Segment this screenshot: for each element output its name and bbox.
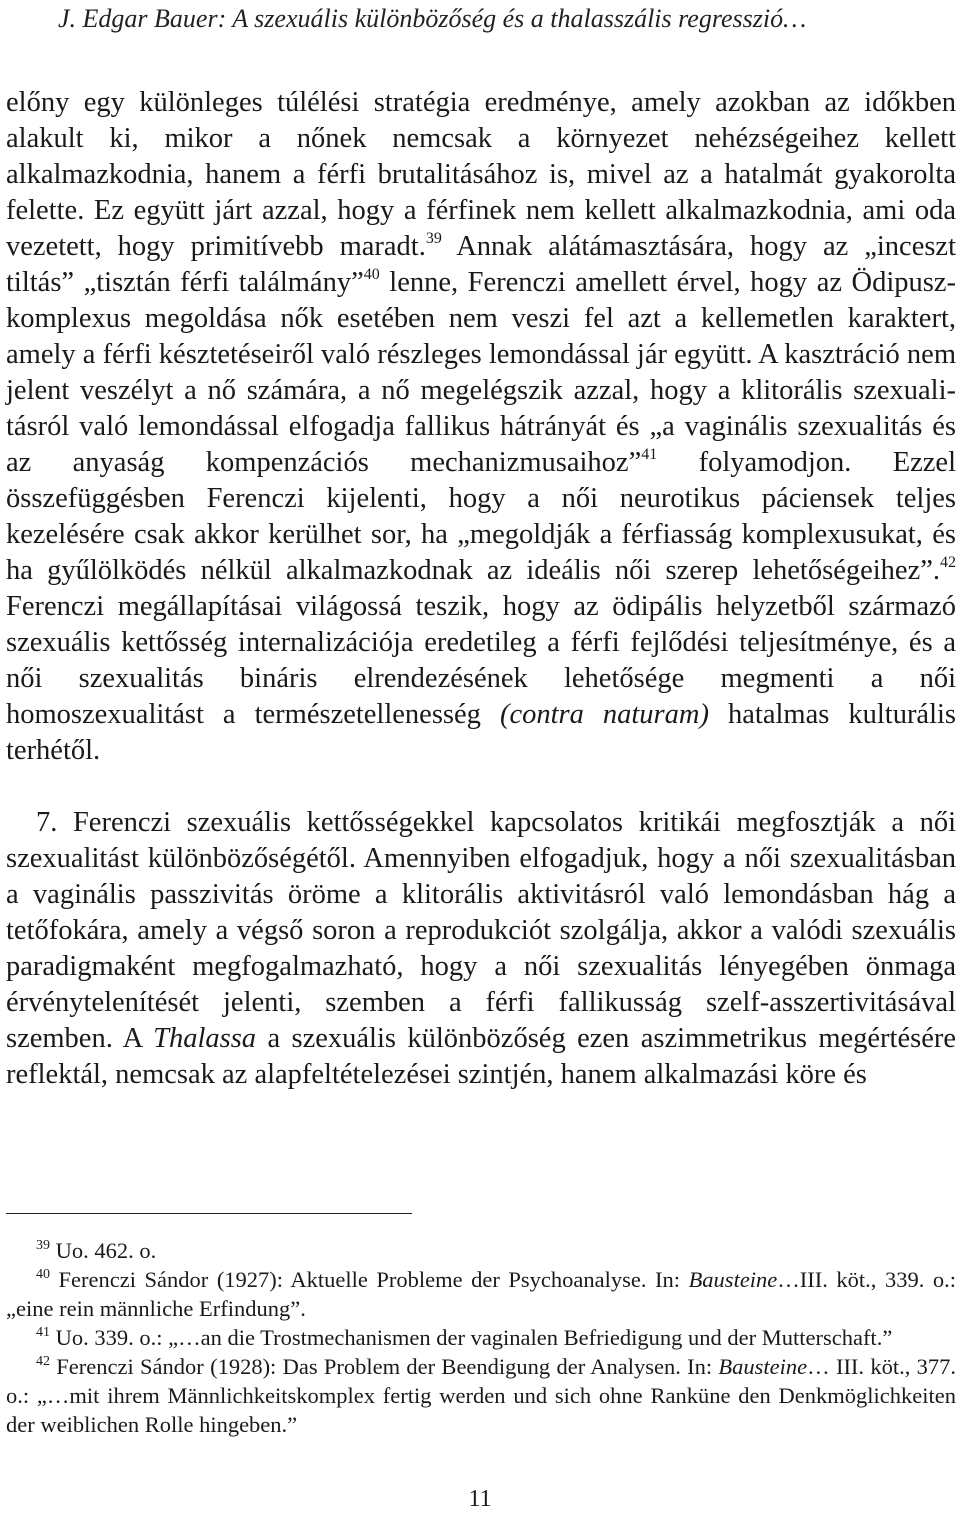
footnote-number: 40 <box>36 1267 50 1282</box>
italic-text: Thalassa <box>153 1023 257 1054</box>
text-run: a szexuális különbözőség ezen aszimmetrikus megértésére reflektál, nemcsak az alapfeltételezései szintjén, hanem alkalmazási köre és <box>6 1023 956 1090</box>
text-run: Uo. 339. o.: „…an die Trostmechanismen der vaginalen Befriedigung und der Mutterschaft.” <box>55 1325 893 1350</box>
text-run: folyamodjon. Ezzel összefüggésben Ferenczi kijelenti, hogy a női neurotikus páciensek teljes kezelésére csak akkor kerülhet sor, ha „megoldják a férfiasság komplexusukat, és ha gyűlölködés nélkül alkalmazkodnak az ideális női szerep lehetőségeihez”. <box>6 447 957 586</box>
italic-text: Bausteine <box>688 1267 778 1292</box>
footnote <box>6 1236 956 1265</box>
footnote-reference: 40 <box>363 266 380 283</box>
running-head: J. Edgar Bauer: A szexuális különbözőség és a thalasszális regresszió… <box>58 4 807 33</box>
footnote <box>6 1323 956 1352</box>
text-run: Ferenczi Sándor (1927): Aktuelle Probleme der Psychoanalyse. In: <box>58 1267 689 1292</box>
text-run: Ferenczi Sándor (1928): Das Problem der Beendigung der Analysen. In: <box>56 1354 719 1379</box>
main-text <box>6 85 956 1093</box>
footnote-number: 39 <box>36 1238 50 1253</box>
text-run: előny egy különleges túlélési stratégia eredménye, amely azokban az időkben alakult ki, mikor a nőnek nemcsak a környezet nehézségeihez kellett alkalmazkodnia, hanem a férfi brutalitásához is, mivel az a hatalmát gyakorolta felette. Ez együtt járt azzal, hogy a férfinek nem kellett alkalmazkodnia, ami oda vezetett, hogy primitívebb maradt. <box>6 87 956 262</box>
footnote <box>6 1352 956 1439</box>
text-run: … III. köt., 377. o.: „…mit ihrem Männlichkeitskomplex fertig werden und sich ohne Ranküne den Denkmöglichkeiten der weiblichen Rolle hingeben.” <box>6 1354 957 1437</box>
footnote-reference: 41 <box>641 446 658 463</box>
footnote <box>6 1265 956 1323</box>
page-number: 11 <box>468 1486 492 1512</box>
footnote-reference: 42 <box>940 554 956 571</box>
footnotes <box>6 1236 956 1439</box>
footnote-number: 41 <box>36 1325 50 1340</box>
text-run: …III. köt., 339. o.: „eine rein männliche Erfindung”. <box>6 1267 957 1321</box>
text-run: hatalmas kulturális terhétől. <box>6 699 957 766</box>
paragraph <box>6 805 956 1093</box>
footnote-reference: 39 <box>425 230 442 247</box>
paragraph <box>6 85 956 769</box>
italic-text: Bausteine <box>718 1354 808 1379</box>
footnote-separator <box>6 1213 412 1214</box>
text-run: Ferenczi megállapításai világossá teszik, hogy az ödipális helyzetből származó szexuális kettősség internalizációja eredetileg a férfi fejlődési teljesítménye, és a női szexualitás bináris elrendezésének lehetősége megmenti a női homoszexualitást a természetellenesség <box>6 591 956 730</box>
text-run: lenne, Ferenczi amellett érvel, hogy az Ödipusz-komplexus megoldása nők esetében nem veszi fel azt a kellemetlen karaktert, amely a férfi késztetéseiről való részleges lemondással jár együtt. A kasztráció nem jelent veszélyt a nő számára, a nő megelégszik azzal, hogy a klitorális szexualitásról való lemondással elfogadja fallikus hátrányát és „a vaginális szexualitás és az anyaság kompenzációs mechanizmusaihoz” <box>6 267 957 478</box>
text-run: Annak alátámasztására, hogy az „inceszt tiltás” „tisztán férfi találmány” <box>6 231 956 298</box>
footnote-number: 42 <box>36 1354 50 1369</box>
text-run: 7. Ferenczi szexuális kettősségekkel kapcsolatos kritikái megfosztják a női szexualitást különbözőségétől. Amennyiben elfogadjuk, hogy a női szexualitásban a vaginális passzivitás öröme a klitorális aktivitásról való lemondásban hág a tetőfokára, amely a végső soron a reprodukciót szolgálja, akkor a valódi szexuális paradigmaként megfogalmazható, hogy a női szexualitás lényegében önmaga érvénytelenítését jelenti, szemben a férfi fallikusság szelf-asszertivitásával szemben. A <box>6 807 956 1054</box>
text-run: Uo. 462. o. <box>55 1238 157 1263</box>
italic-text: (contra naturam) <box>499 699 709 730</box>
